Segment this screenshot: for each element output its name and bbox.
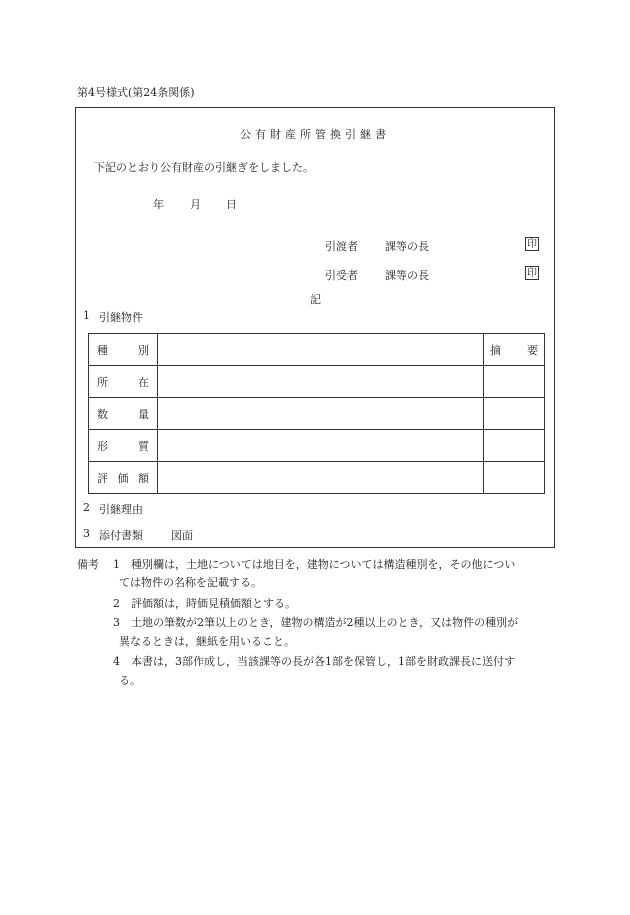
quality-value-cell [158, 430, 484, 462]
note-1-line2: ては物件の名称を記載する。 [119, 576, 262, 589]
notes-heading: 備考 [77, 558, 99, 571]
note-4-number: 4 [113, 655, 120, 668]
date-month: 月 [190, 198, 201, 211]
row-label-location: 所 在 [97, 375, 149, 389]
note-3-line1: 土地の筆数が2筆以上のとき，建物の構造が2種以上のとき，又は物件の種別が [131, 616, 519, 629]
transferor-position: 課等の長 [385, 240, 429, 253]
section2-label: 引継理由 [99, 503, 143, 516]
date-day: 日 [226, 198, 237, 211]
transferee-seal: 印 [527, 268, 537, 279]
section3-value: 図面 [171, 529, 193, 542]
table-row [89, 334, 545, 366]
type-value-cell [158, 334, 484, 366]
remarks-cell [484, 398, 545, 430]
row-label-quantity: 数 量 [97, 407, 149, 421]
table-row [89, 462, 545, 494]
item-table [88, 333, 545, 494]
row-label-valuation: 評 価 額 [97, 471, 149, 485]
section1-number: 1 [83, 309, 90, 322]
note-3-line2: 異なるときは，継紙を用いること。 [119, 635, 295, 648]
date-year: 年 [153, 198, 164, 211]
transferee-label: 引受者 [325, 269, 358, 282]
transferor-seal: 印 [527, 239, 537, 250]
note-2-line1: 評価額は，時価見積価額とする。 [131, 597, 296, 610]
form-title: 公有財産所管換引継書 [240, 128, 390, 141]
table-row [89, 430, 545, 462]
location-value-cell [158, 366, 484, 398]
remarks-cell [484, 366, 545, 398]
note-1-number: 1 [113, 558, 120, 571]
note-2-number: 2 [113, 597, 120, 610]
note-4-line1: 本書は，3部作成し，当該課等の長が各1部を保管し，1部を財政課長に送付す [131, 655, 515, 668]
table-row [89, 398, 545, 430]
transferor-label: 引渡者 [325, 240, 358, 253]
ki-label: 記 [310, 293, 321, 306]
remarks-header: 摘 要 [490, 343, 538, 357]
remarks-cell [484, 430, 545, 462]
remarks-cell [484, 462, 545, 494]
note-4-line2: る。 [119, 674, 141, 687]
section3-label: 添付書類 [99, 529, 143, 542]
section2-number: 2 [83, 501, 90, 514]
intro-text: 下記のとおり公有財産の引継ぎをしました。 [94, 161, 314, 174]
transferee-position: 課等の長 [385, 269, 429, 282]
row-label-type: 種 別 [97, 343, 149, 357]
section1-label: 引継物件 [99, 311, 143, 324]
note-1-line1: 種別欄は，土地については地目を，建物については構造種別を，その他につい [131, 558, 516, 571]
table-row [89, 366, 545, 398]
valuation-value-cell [158, 462, 484, 494]
quantity-value-cell [158, 398, 484, 430]
row-label-quality: 形 質 [97, 439, 149, 453]
section3-number: 3 [83, 527, 90, 540]
form-number: 第4号様式(第24条関係) [77, 86, 195, 99]
note-3-number: 3 [113, 616, 120, 629]
